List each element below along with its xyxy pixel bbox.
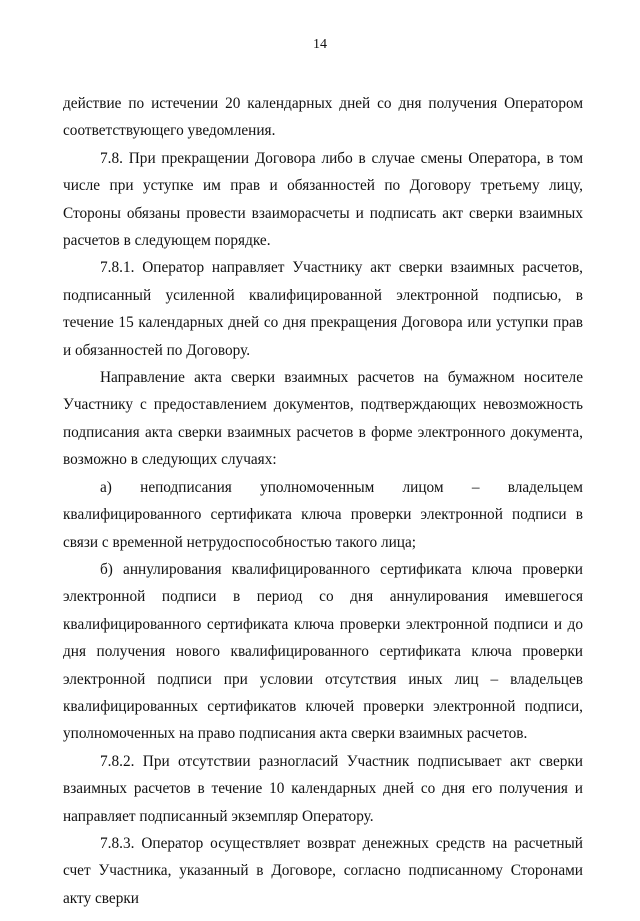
paragraph-continuation: действие по истечении 20 календарных дней со дня получения Оператором соответствующего уведомления. <box>63 95 583 140</box>
paragraph-case-a: а) неподписания уполномоченным лицом – владельцем квалифицированного сертификата ключа проверки электронной подписи в связи с временной нетрудоспособностью такого лица; <box>63 478 583 551</box>
paragraph-7-8-3: 7.8.3. Оператор осуществляет возврат денежных средств на расчетный счет Участника, указанный в Договоре, согласно подписанному Сторонами акту сверки <box>63 834 583 907</box>
document-body <box>63 90 583 912</box>
paragraph-7-8-2: 7.8.2. При отсутствии разногласий Участник подписывает акт сверки взаимных расчетов в течение 10 календарных дней со дня его получения и направляет подписанный экземпляр Оператору. <box>63 752 583 825</box>
page-number: 14 <box>313 37 327 52</box>
paragraph-7-8: 7.8. При прекращении Договора либо в случае смены Оператора, в том числе при уступке им прав и обязанностей по Договору третьему лицу, Стороны обязаны провести взаиморасчеты и подписать акт сверки взаимных расчетов в следующем порядке. <box>63 149 583 250</box>
paragraph-case-b: б) аннулирования квалифицированного сертификата ключа проверки электронной подписи в период со дня аннулирования имевшегося квалифицированного сертификата ключа проверки электронной подписи и до дня получения нового квалифицированного сертификата ключа проверки электронной подписи при условии отсутствия иных лиц – владельцев квалифицированных сертификатов ключей проверки электронной подписи, уполномоченных на право подписания акта сверки взаимных расчетов. <box>63 560 583 743</box>
paragraph-paper-delivery: Направление акта сверки взаимных расчетов на бумажном носителе Участнику с предоставлением документов, подтверждающих невозможность подписания акта сверки взаимных расчетов в форме электронного документа, возможно в следующих случаях: <box>63 369 583 469</box>
paragraph-7-8-1: 7.8.1. Оператор направляет Участнику акт сверки взаимных расчетов, подписанный усиленной квалифицированной электронной подписью, в течение 15 календарных дней со дня прекращения Договора или уступки прав и обязанностей по Договору. <box>63 259 583 359</box>
